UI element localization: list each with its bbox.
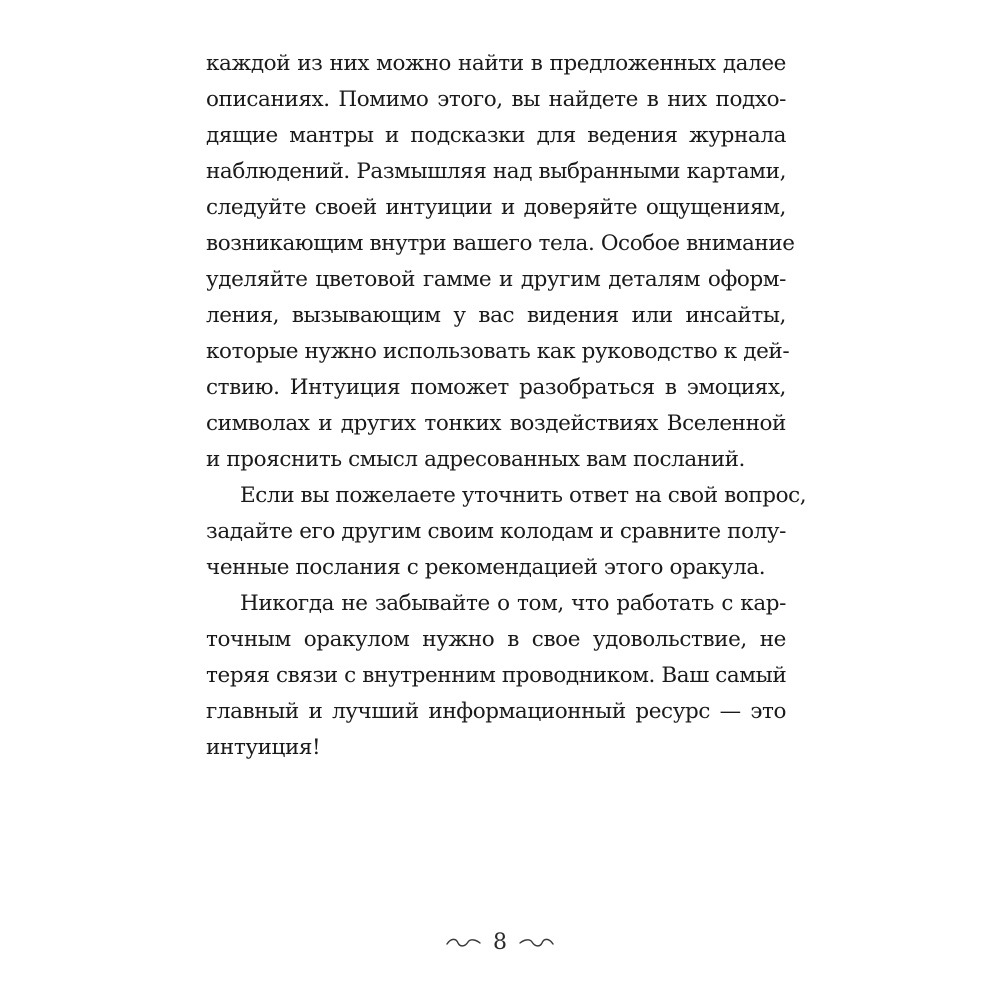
text-line: задайте его другим своим колодам и сравните полу-	[206, 519, 786, 544]
text-line: наблюдений. Размышляя над выбранными картами,	[206, 159, 786, 184]
text-line: уделяйте цветовой гамме и другим деталям оформ-	[206, 267, 786, 292]
page-footer	[0, 928, 1000, 958]
text-line: Если вы пожелаете уточнить ответ на свой вопрос,	[240, 483, 807, 508]
text-line: возникающим внутри вашего тела. Особое внимание	[206, 231, 795, 256]
text-line: теряя связи с внутренним проводником. Ваш самый	[206, 663, 787, 688]
text-line: Никогда не забывайте о том, что работать с кар-	[240, 591, 786, 616]
text-line: описаниях. Помимо этого, вы найдете в них подхо-	[206, 87, 786, 112]
text-line: точным оракулом нужно в свое удовольствие, не	[206, 627, 786, 652]
text-line: которые нужно использовать как руководство к дей-	[206, 339, 790, 364]
text-line: следуйте своей интуиции и доверяйте ощущениям,	[206, 195, 786, 220]
text-line: каждой из них можно найти в предложенных далее	[206, 51, 786, 76]
swash-ornament-icon	[517, 936, 555, 950]
text-line: ствию. Интуиция поможет разобраться в эмоциях,	[206, 375, 786, 400]
text-line: главный и лучший информационный ресурс — это	[206, 699, 786, 724]
text-line: символах и других тонких воздействиях Вселенной	[206, 411, 786, 436]
swash-ornament-icon	[445, 936, 483, 950]
page-number: 8	[493, 930, 507, 955]
text-line: интуиция!	[206, 735, 321, 760]
text-line: и прояснить смысл адресованных вам посланий.	[206, 447, 745, 472]
body-text	[206, 46, 807, 766]
text-line: дящие мантры и подсказки для ведения журнала	[206, 123, 786, 148]
text-line: ления, вызывающим у вас видения или инсайты,	[206, 303, 786, 328]
text-line: ченные послания с рекомендацией этого оракула.	[206, 555, 766, 580]
